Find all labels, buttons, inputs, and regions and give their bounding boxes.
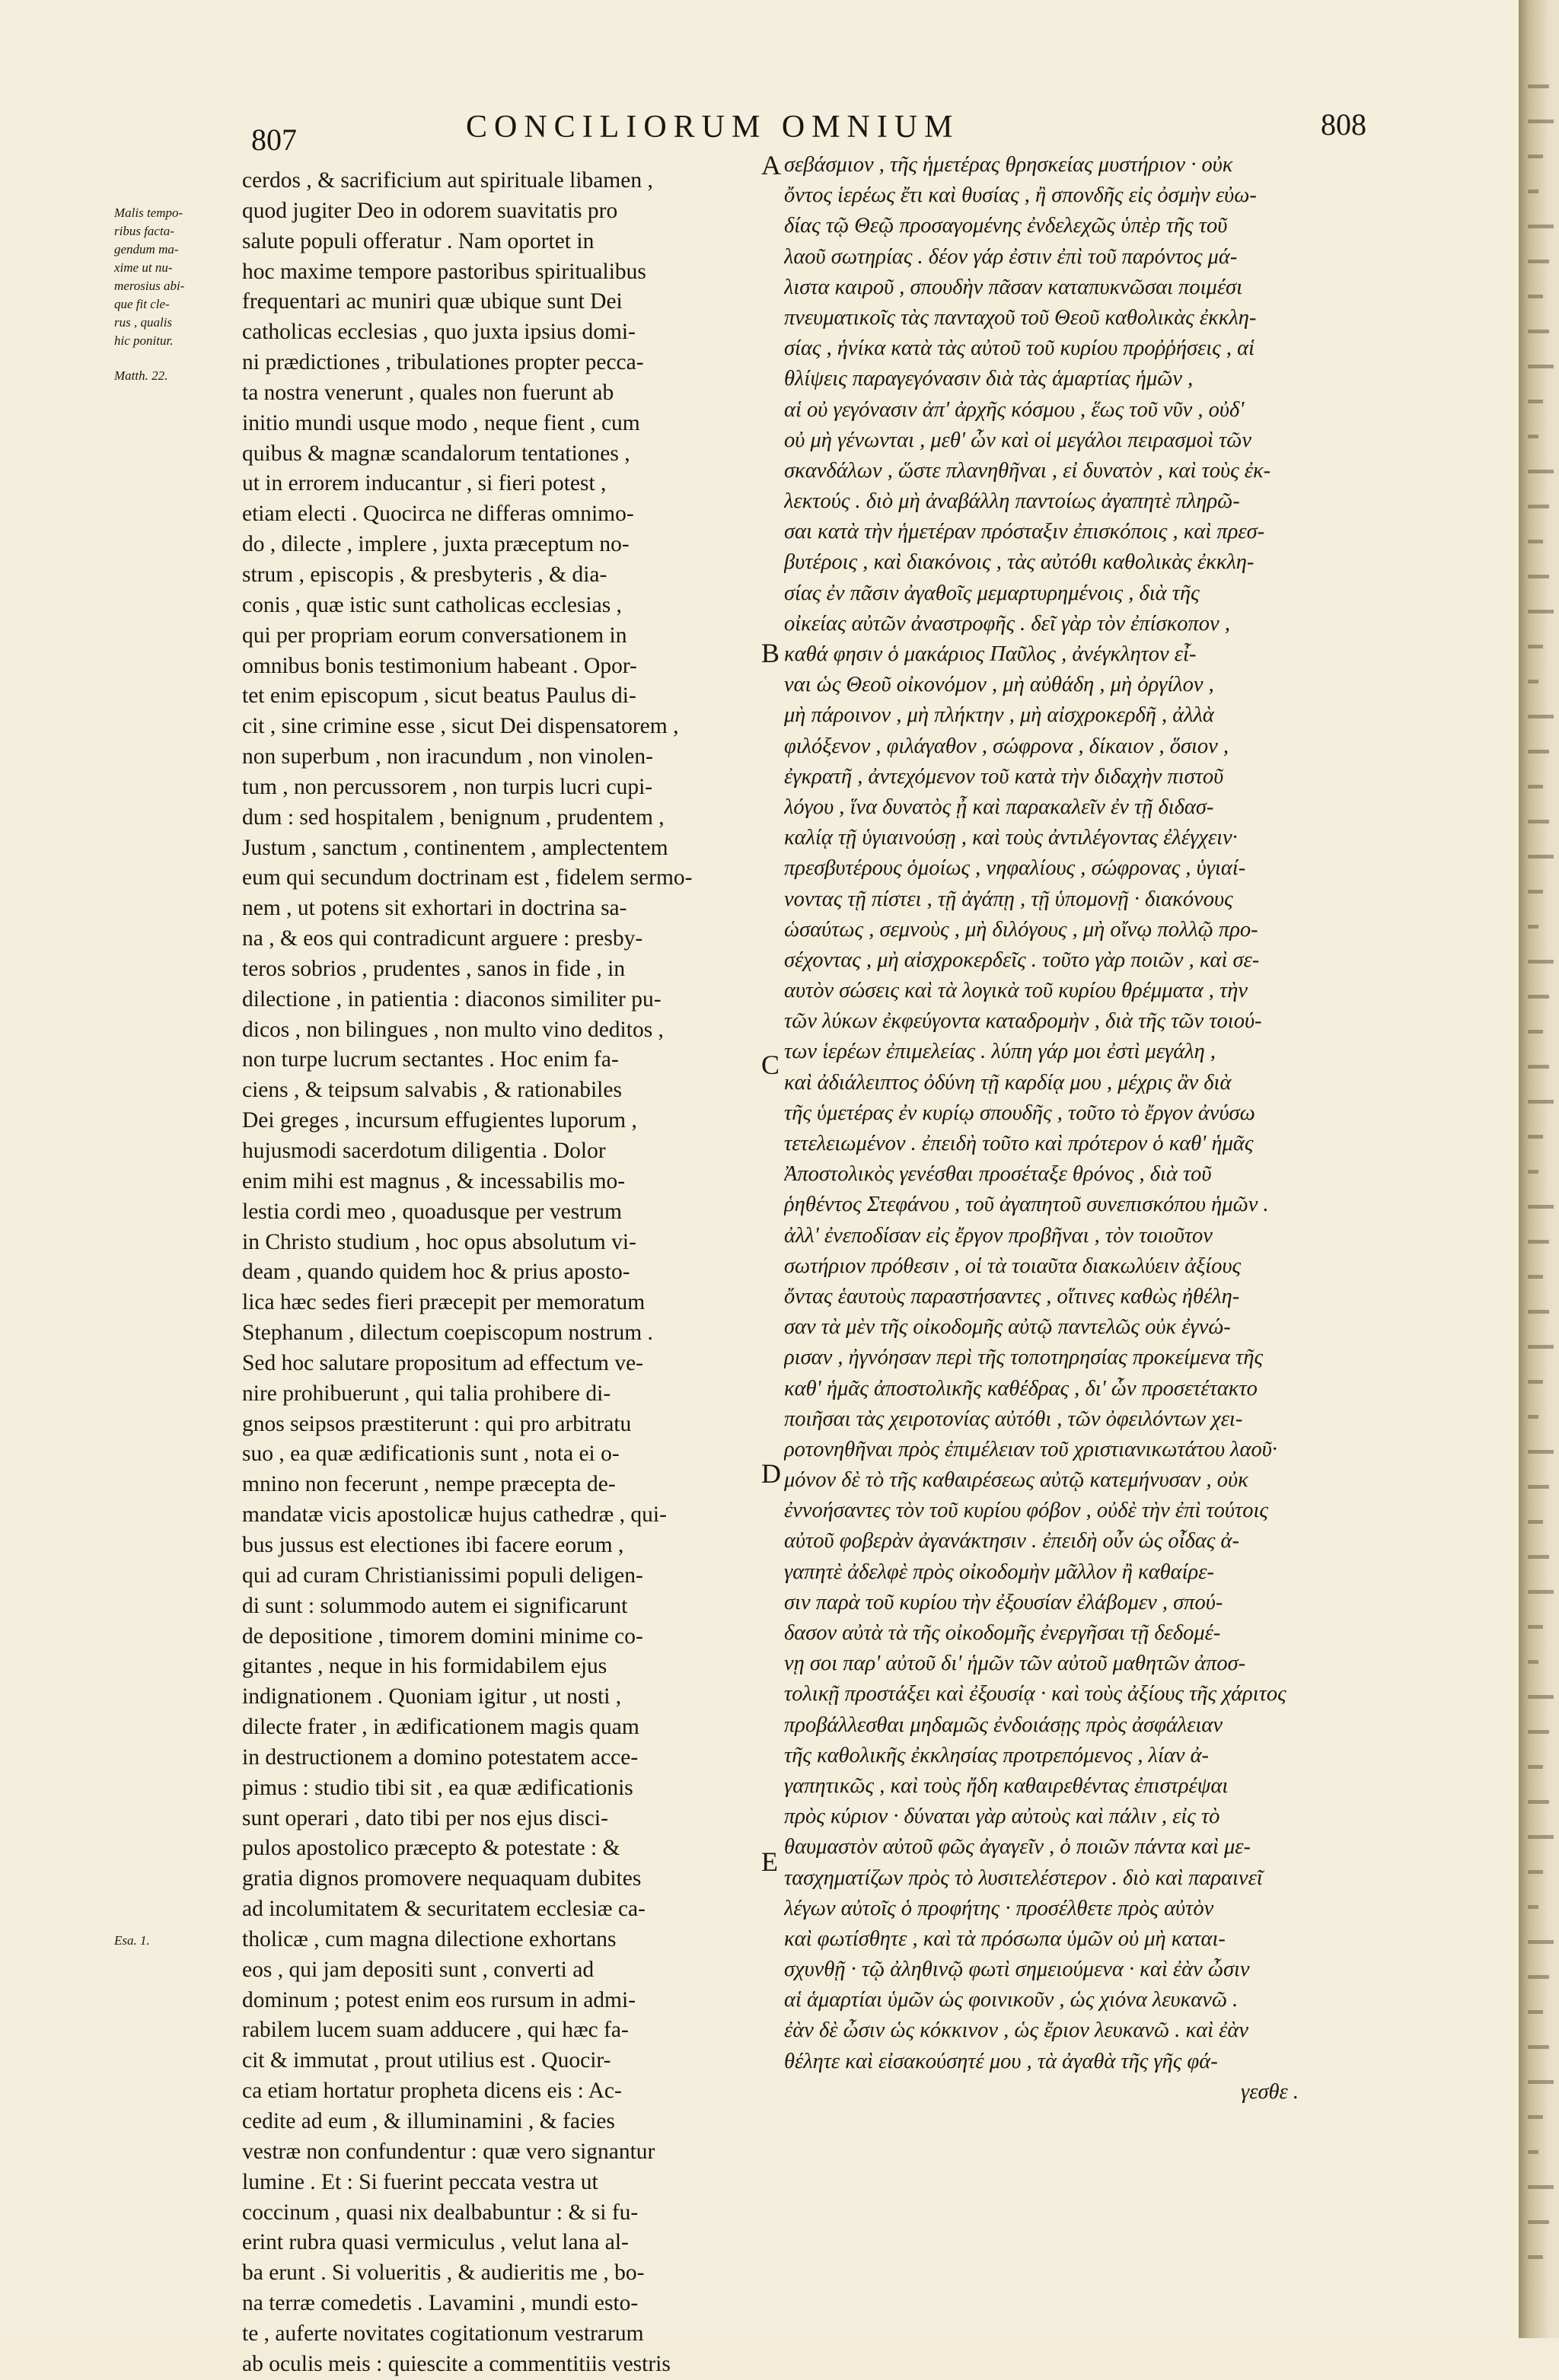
facing-page-text-fragment bbox=[1525, 154, 1557, 160]
facing-page-text-fragment bbox=[1525, 1484, 1557, 1490]
letter-mark-d: D bbox=[761, 1458, 781, 1489]
facing-page-text-fragment bbox=[1525, 1589, 1557, 1595]
greek-text-line: ροτονηθῆναι πρὸς ἐπιμέλειαν τοῦ χριστιανικωτάτου λαοῦ· bbox=[784, 1437, 1277, 1461]
sidenote-matth-ref: Matth. 22. bbox=[114, 368, 168, 383]
facing-page-text-fragment bbox=[1525, 959, 1557, 965]
greek-text-line: γαπητικῶς , καὶ τοὺς ἤδη καθαιρεθέντας ἐπιστρέψαι bbox=[784, 1773, 1229, 1798]
greek-text-line: γαπητὲ ἀδελφὲ πρὸς οἰκοδομὴν μᾶλλον ἢ καθαίρε- bbox=[784, 1560, 1214, 1584]
latin-text-line: cedite ad eum , & illuminamini , & facies bbox=[242, 2109, 615, 2133]
latin-text-line: Justum , sanctum , continentem , amplectentem bbox=[242, 835, 668, 860]
facing-page-edge bbox=[1519, 0, 1559, 2338]
greek-text-line: λέγων αὐτοῖς ὁ προφήτης · προσέλθετε πρὸς αὐτὸν bbox=[784, 1896, 1214, 1920]
facing-page-text-fragment bbox=[1525, 2079, 1557, 2085]
greek-text-line: Ἀποστολικὸς γενέσθαι προσέταξε θρόνος , διὰ τοῦ bbox=[784, 1162, 1212, 1187]
greek-text-line: θέλητε καὶ εἰσακούσητέ μου , τὰ ἀγαθὰ τῆς γῆς φά- bbox=[784, 2049, 1218, 2073]
greek-text-line: ναι ὡς Θεοῦ οἰκονόμον , μὴ αὐθάδη , μὴ ὀργίλον , bbox=[784, 673, 1214, 697]
latin-text-line: teros sobrios , prudentes , sanos in fide , in bbox=[242, 956, 626, 981]
greek-text-line: αὐτοῦ φοβερὰν ἀγανάκτησιν . ἐπειδὴ οὖν ὡς οἶδας ἀ- bbox=[784, 1529, 1239, 1553]
facing-page-text-fragment bbox=[1525, 504, 1557, 510]
latin-text-line: bus jussus est electiones ibi facere eorum , bbox=[242, 1532, 624, 1557]
facing-page-text-fragment bbox=[1525, 714, 1557, 720]
facing-page-text-fragment bbox=[1525, 259, 1557, 265]
greek-column bbox=[784, 150, 1378, 2108]
greek-text-line: μόνον δὲ τὸ τῆς καθαιρέσεως αὐτῷ κατεμήνυσαν , οὐκ bbox=[784, 1468, 1248, 1493]
facing-page-text-fragment bbox=[1525, 329, 1557, 335]
letter-mark-b: B bbox=[761, 638, 780, 668]
facing-page-text-fragment bbox=[1525, 1169, 1557, 1175]
greek-text-line: ἐννοήσαντες τὸν τοῦ κυρίου φόβον , οὐδὲ τὴν ἐπὶ τούτοις bbox=[784, 1499, 1268, 1523]
latin-text-line: mandatæ vicis apostolicæ hujus cathedræ , qui- bbox=[242, 1502, 667, 1528]
latin-text-line: in destructionem a domino potestatem acce- bbox=[242, 1744, 639, 1770]
latin-text-line: lica hæc sedes fieri præcepit per memoratum bbox=[242, 1290, 646, 1315]
greek-text-line: αυτὸν σώσεις καὶ τὰ λογικὰ τοῦ κυρίου θρέμματα , τὴν bbox=[784, 979, 1248, 1003]
latin-text-line: hujusmodi sacerdotum diligentia . Dolor bbox=[242, 1139, 606, 1163]
sidenote-line: hic ponitur. bbox=[114, 333, 174, 348]
greek-text-line: τετελειωμένον . ἐπειδὴ τοῦτο καὶ πρότερον ὁ καθ' ἡμᾶς bbox=[784, 1132, 1254, 1155]
latin-text-line: coccinum , quasi nix dealbabuntur : & si fu- bbox=[242, 2200, 639, 2225]
sidenote-line: que fit cle- bbox=[114, 297, 170, 311]
latin-text-line: tum , non percussorem , non turpis lucri cupi- bbox=[242, 774, 653, 799]
latin-text-line: dicos , non bilingues , non multo vino deditos , bbox=[242, 1017, 664, 1042]
latin-text-line: eos , qui jam depositi sunt , converti ad bbox=[242, 1957, 595, 1982]
greek-text-line: λιστα καιροῦ , σπουδὴν πᾶσαν καταπυκνῶσαι ποιμέσι bbox=[784, 275, 1243, 299]
latin-text-line: Dei greges , incursum effugientes luporum , bbox=[242, 1108, 637, 1133]
latin-column bbox=[242, 166, 775, 2380]
greek-text-line: βυτέροις , καὶ διακόνοις , τὰς αὐτόθι καθολικὰς ἐκκλη- bbox=[784, 550, 1255, 575]
facing-page-text-fragment bbox=[1525, 1764, 1557, 1770]
greek-text-line: ἀλλ' ἐνεποδίσαν εἰς ἔργον προβῆναι , τὸν τοιοῦτον bbox=[784, 1223, 1213, 1247]
latin-text-line: quod jugiter Deo in odorem suavitatis pro bbox=[242, 198, 618, 223]
facing-page-text-fragment bbox=[1525, 1239, 1557, 1245]
facing-page-text-fragment bbox=[1525, 679, 1557, 685]
greek-text-line: προβάλλεσθαι μηδαμῶς ἐνδοιάσῃς πρὸς ἀσφάλειαν bbox=[784, 1713, 1223, 1737]
facing-page-text-fragment bbox=[1525, 1274, 1557, 1280]
latin-text-line: strum , episcopis , & presbyteris , & dia- bbox=[242, 562, 607, 587]
facing-page-text-fragment bbox=[1525, 2184, 1557, 2190]
greek-text-line: σέχοντας , μὴ αἰσχροκερδεῖς . τοῦτο γὰρ ποιῶν , καὶ σε- bbox=[784, 948, 1260, 972]
facing-page-text-fragment bbox=[1525, 1974, 1557, 1980]
facing-page-text-fragment bbox=[1525, 1449, 1557, 1455]
greek-text-line: τασχηματίζων πρὸς τὸ λυσιτελέστερον . διὸ καὶ παραινεῖ bbox=[784, 1865, 1263, 1890]
greek-text-line: ὡσαύτως , σεμνοὺς , μὴ διλόγους , μὴ οἴνῳ πολλῷ προ- bbox=[784, 917, 1258, 941]
sidenote-line: rus , qualis bbox=[114, 315, 173, 330]
latin-text-line: vestræ non confundentur : quæ vero signantur bbox=[242, 2139, 655, 2164]
latin-text-line: ba erunt . Si volueritis , & audieritis me , bo- bbox=[242, 2261, 645, 2286]
greek-text-line: οἰκείας αὐτῶν ἀναστροφῆς . δεῖ γὰρ τὸν ἐπίσκοπον , bbox=[784, 611, 1230, 636]
facing-page-text-fragment bbox=[1525, 1344, 1557, 1350]
greek-text-line: πρὸς κύριον · δύναται γὰρ αὐτοὺς καὶ πάλιν , εἰς τὸ bbox=[784, 1805, 1220, 1829]
sidenote-line: Malis tempo- bbox=[114, 206, 183, 220]
latin-text-line: suo , ea quæ ædificationis sunt , nota ei o- bbox=[242, 1442, 620, 1467]
greek-text-line: οὐ μὴ γένωνται , μεθ' ὧν καὶ οἱ μεγάλοι πειρασμοὶ τῶν bbox=[784, 428, 1252, 452]
greek-text-line: ὄντος ἱερέως ἔτι καὶ θυσίας , ἢ σπονδῆς εἰς ὀσμὴν εὐω- bbox=[784, 183, 1257, 208]
latin-text-line: ni prædictiones , tribulationes propter pecca- bbox=[242, 350, 644, 375]
facing-page-text-fragment bbox=[1525, 1694, 1557, 1700]
facing-page-text-fragment bbox=[1525, 1799, 1557, 1805]
latin-text-line: cit & immutat , prout utilius est . Quocir- bbox=[242, 2048, 611, 2073]
latin-text-line: ut in errorem inducantur , si fieri potest , bbox=[242, 471, 607, 496]
latin-text-line: dum : sed hospitalem , benignum , prudentem , bbox=[242, 804, 665, 830]
facing-page-text-fragment bbox=[1525, 749, 1557, 755]
facing-page-text-fragment bbox=[1525, 924, 1557, 930]
greek-text-line: θαυμαστὸν αὐτοῦ φῶς ἀγαγεῖν , ὁ ποιῶν πάντα καὶ με- bbox=[784, 1835, 1251, 1859]
latin-text-line: in Christo studium , hoc opus absolutum vi- bbox=[242, 1229, 636, 1254]
facing-page-text-fragment bbox=[1525, 84, 1557, 90]
greek-text-line: σκανδάλων , ὥστε πλανηθῆναι , εἰ δυνατὸν , καὶ τοὺς ἐκ- bbox=[784, 458, 1271, 483]
greek-text-line: ῥηθέντος Στεφάνου , τοῦ ἀγαπητοῦ συνεπισκόπου ἡμῶν . bbox=[784, 1193, 1269, 1217]
greek-text-line: σίας ἐν πᾶσιν ἀγαθοῖς μεμαρτυρημένοις , διὰ τῆς bbox=[784, 581, 1200, 605]
greek-text-line: ἐγκρατῆ , ἀντεχόμενον τοῦ κατὰ τὴν διδαχὴν πιστοῦ bbox=[784, 764, 1224, 789]
facing-page-text-fragment bbox=[1525, 1869, 1557, 1875]
greek-text-line: δασον αὐτὰ τὰ τῆς οἰκοδομῆς ἐνεργῆσαι τῇ δεδομέ- bbox=[784, 1621, 1221, 1645]
greek-text-line: γεσθε . bbox=[1241, 2079, 1299, 2104]
letter-mark-a: A bbox=[761, 150, 781, 180]
greek-text-line: τῶν λύκων ἐκφεύγοντα καταδρομὴν , διὰ τῆς τῶν τοιού- bbox=[784, 1009, 1262, 1034]
latin-text-line: na , & eos qui contradicunt arguere : presby- bbox=[242, 926, 643, 951]
facing-page-text-fragment bbox=[1525, 189, 1557, 195]
latin-text-line: te , auferte novitates cogitationum vestrarum bbox=[242, 2321, 644, 2346]
facing-page-text-fragment bbox=[1525, 2114, 1557, 2120]
latin-text-line: nem , ut potens sit exhortari in doctrina sa- bbox=[242, 896, 627, 921]
facing-page-text-fragment bbox=[1525, 1659, 1557, 1665]
latin-text-line: nire prohibuerunt , qui talia prohibere di- bbox=[242, 1381, 611, 1406]
latin-text-line: erint rubra quasi vermiculus , velut lana al- bbox=[242, 2230, 629, 2255]
latin-text-line: Stephanum , dilectum coepiscopum nostrum . bbox=[242, 1321, 653, 1346]
sidenote-line: ribus facta- bbox=[114, 224, 174, 238]
latin-text-line: gnos seipsos præstiterunt : qui pro arbitratu bbox=[242, 1411, 632, 1436]
greek-text-line: πρεσβυτέρους ὁμοίως , νηφαλίους , σώφρονας , ὑγιαί- bbox=[784, 856, 1246, 881]
latin-text-line: initio mundi usque modo , neque fient , cum bbox=[242, 410, 640, 435]
greek-text-line: δίας τῷ Θεῷ προσαγομένης ἐνδελεχῶς ὑπὲρ τῆς τοῦ bbox=[784, 214, 1228, 238]
facing-page-text-fragment bbox=[1525, 119, 1557, 125]
latin-text-line: omnibus bonis testimonium habeant . Opor- bbox=[242, 653, 637, 678]
greek-text-line: σίας , ἡνίκα κατὰ τὰς αὐτοῦ τοῦ κυρίου προῤῥήσεις , αἱ bbox=[784, 336, 1255, 361]
greek-text-line: τολικῇ προστάξει καὶ ἐξουσίᾳ · καὶ τοὺς ἀξίους τῆς χάριτος bbox=[784, 1682, 1286, 1706]
facing-page-text-fragment bbox=[1525, 2149, 1557, 2155]
latin-text-line: gitantes , neque in his formidabilem ejus bbox=[242, 1654, 607, 1679]
facing-page-text-fragment bbox=[1525, 399, 1557, 405]
greek-text-line: καθ' ἡμᾶς ἀποστολικῆς καθέδρας , δι' ὧν προσετέτακτο bbox=[784, 1376, 1258, 1400]
facing-page-text-fragment bbox=[1525, 574, 1557, 580]
latin-text-line: indignationem . Quoniam igitur , ut nosti , bbox=[242, 1684, 622, 1709]
facing-page-text-fragment bbox=[1525, 1064, 1557, 1070]
greek-text-line: λόγου , ἵνα δυνατὸς ᾖ καὶ παρακαλεῖν ἐν τῇ διδασ- bbox=[784, 795, 1214, 819]
latin-text-line: quibus & magnæ scandalorum tentationes , bbox=[242, 441, 630, 466]
latin-text-line: ad incolumitatem & securitatem ecclesiæ ca- bbox=[242, 1897, 646, 1922]
facing-page-text-fragment bbox=[1525, 1029, 1557, 1035]
greek-text-line: ἐὰν δὲ ὦσιν ὡς κόκκινον , ὡς ἔριον λευκανῶ . καὶ ἐὰν bbox=[784, 2018, 1249, 2043]
latin-text-line: hoc maxime tempore pastoribus spiritualibus bbox=[242, 259, 646, 284]
latin-text-line: Sed hoc salutare propositum ad effectum ve- bbox=[242, 1350, 644, 1375]
sidenote-line: merosius abi- bbox=[114, 279, 185, 293]
latin-text-line: qui ad curam Christianissimi populi deligen- bbox=[242, 1563, 643, 1588]
greek-text-line: σαν τὰ μὲν τῆς οἰκοδομῆς αὐτῷ παντελῶς οὐκ ἐγνώ- bbox=[784, 1315, 1231, 1340]
latin-text-line: ab oculis meis : quiescite a commentitiis vestris bbox=[242, 2351, 671, 2376]
facing-page-text-fragment bbox=[1525, 854, 1557, 860]
facing-page-text-fragment bbox=[1525, 1939, 1557, 1945]
facing-page-text-fragment bbox=[1525, 784, 1557, 790]
facing-page-text-fragment bbox=[1525, 1414, 1557, 1420]
latin-text-line: non superbum , non iracundum , non vinolen- bbox=[242, 744, 653, 769]
facing-page-text-fragment bbox=[1525, 1379, 1557, 1385]
latin-text-line: etiam electi . Quocirca ne differas omnimo- bbox=[242, 502, 634, 527]
greek-text-line: ὄντας ἑαυτοὺς παραστήσαντες , οἵτινες καθὼς ἠθέλη- bbox=[784, 1284, 1240, 1308]
facing-page-text-fragment bbox=[1525, 1729, 1557, 1735]
latin-text-line: gratia dignos promovere nequaquam dubites bbox=[242, 1866, 642, 1891]
greek-text-line: τῆς καθολικῆς ἐκκλησίας προτρεπόμενος , λίαν ἀ- bbox=[784, 1743, 1210, 1767]
facing-page-text-fragment bbox=[1525, 469, 1557, 475]
greek-text-line: αἱ οὐ γεγόνασιν ἀπ' ἀρχῆς κόσμου , ἕως τοῦ νῦν , οὐδ' bbox=[784, 397, 1245, 422]
latin-text-line: cit , sine crimine esse , sicut Dei dispensatorem , bbox=[242, 714, 679, 739]
facing-page-text-fragment bbox=[1525, 1099, 1557, 1105]
latin-text-line: ta nostra venerunt , quales non fuerunt ab bbox=[242, 380, 614, 405]
latin-text-line: lumine . Et : Si fuerint peccata vestra ut bbox=[242, 2169, 598, 2194]
facing-page-text-fragment bbox=[1525, 1554, 1557, 1560]
page-number-right: 808 bbox=[1321, 107, 1366, 142]
latin-text-line: dilecte frater , in ædificationem magis quam bbox=[242, 1715, 639, 1740]
facing-page-text-fragment bbox=[1525, 609, 1557, 615]
sidenote-line: gendum ma- bbox=[114, 242, 179, 256]
latin-text-line: cerdos , & sacrificium aut spirituale libamen , bbox=[242, 168, 653, 193]
facing-page-text-fragment bbox=[1525, 1134, 1557, 1140]
greek-text-line: σεβάσμιον , τῆς ἡμετέρας θρησκείας μυστήριον · οὐκ bbox=[784, 153, 1233, 177]
greek-text-line: νοντας τῇ πίστει , τῇ ἀγάπῃ , τῇ ὑπομονῇ · διακόνους bbox=[784, 887, 1233, 911]
latin-text-line: de depositione , timorem domini minime co- bbox=[242, 1623, 643, 1649]
latin-text-line: dominum ; potest enim eos rursum in admi- bbox=[242, 1987, 636, 2012]
sidenote-malis bbox=[114, 204, 240, 350]
letter-mark-e: E bbox=[761, 1846, 778, 1877]
latin-text-line: mnino non fecerunt , nempe præcepta de- bbox=[242, 1472, 616, 1497]
facing-page-text-fragment bbox=[1525, 1904, 1557, 1910]
facing-page-text-fragment bbox=[1525, 1204, 1557, 1210]
latin-text-line: na terræ comedetis . Lavamini , mundi esto- bbox=[242, 2291, 639, 2316]
facing-page-text-fragment bbox=[1525, 819, 1557, 825]
latin-text-line: catholicas ecclesias , quo juxta ipsius domi- bbox=[242, 320, 636, 345]
facing-page-text-fragment bbox=[1525, 294, 1557, 300]
greek-text-line: σιν παρὰ τοῦ κυρίου τὴν ἐξουσίαν ἐλάβομεν , σπού- bbox=[784, 1590, 1223, 1614]
greek-text-line: τῆς ὑμετέρας ἐν κυρίῳ σπουδῆς , τοῦτο τὸ ἔργον ἀνύσω bbox=[784, 1101, 1255, 1125]
facing-page-text-fragment bbox=[1525, 1834, 1557, 1840]
greek-text-line: πνευματικοῖς τὰς πανταχοῦ τοῦ Θεοῦ καθολικὰς ἐκκλη- bbox=[784, 305, 1257, 330]
greek-text-line: μὴ πάροινον , μὴ πλήκτην , μὴ αἰσχροκερδῆ , ἀλλὰ bbox=[784, 703, 1214, 728]
latin-text-line: dilectione , in patientia : diaconos similiter pu- bbox=[242, 986, 662, 1012]
latin-text-line: frequentari ac muniri quæ ubique sunt Dei bbox=[242, 289, 623, 314]
latin-text-line: eum qui secundum doctrinam est , fidelem sermo- bbox=[242, 865, 693, 891]
page-number-left: 807 bbox=[251, 123, 297, 157]
facing-page-text-fragment bbox=[1525, 2044, 1557, 2050]
greek-text-line: αἱ ἁμαρτίαι ὑμῶν ὡς φοινικοῦν , ὡς χιόνα λευκανῶ . bbox=[784, 1988, 1239, 2012]
facing-page-text-fragment bbox=[1525, 364, 1557, 370]
facing-page-text-fragment bbox=[1525, 1309, 1557, 1315]
greek-text-line: φιλόξενον , φιλάγαθον , σώφρονα , δίκαιον , ὅσιον , bbox=[784, 734, 1229, 758]
latin-text-line: salute populi offeratur . Nam oportet in bbox=[242, 228, 595, 253]
latin-text-line: ciens , & teipsum salvabis , & rationabiles bbox=[242, 1078, 622, 1103]
latin-text-line: lestia cordi meo , quoadusque per vestrum bbox=[242, 1199, 622, 1224]
latin-text-line: sunt operari , dato tibi per nos ejus disci- bbox=[242, 1805, 608, 1830]
latin-text-line: ca etiam hortatur propheta dicens eis : Ac- bbox=[242, 2079, 622, 2104]
running-title: CONCILIORUM OMNIUM bbox=[466, 110, 960, 145]
greek-text-line: καθά φησιν ὁ μακάριος Παῦλος , ἀνέγκλητον εἶ- bbox=[784, 642, 1197, 666]
greek-text-line: λεκτούς . διὸ μὴ ἀναβάλλη παντοίως ἀγαπητὲ πληρῶ- bbox=[784, 489, 1240, 514]
letter-mark-c: C bbox=[761, 1050, 780, 1080]
sidenote-line: xime ut nu- bbox=[114, 260, 173, 275]
latin-text-line: tet enim episcopum , sicut beatus Paulus di- bbox=[242, 683, 636, 709]
latin-text-line: non turpe lucrum sectantes . Hoc enim fa- bbox=[242, 1047, 619, 1072]
facing-page-text-fragment bbox=[1525, 1624, 1557, 1630]
greek-text-line: καὶ ἀδιάλειπτος ὀδύνη τῇ καρδίᾳ μου , μέχρις ἂν διὰ bbox=[784, 1070, 1232, 1094]
greek-text-line: των ἱερέων ἐπιμελείας . λύπη γάρ μοι ἐστὶ μεγάλη , bbox=[784, 1040, 1216, 1064]
facing-page-text-fragment bbox=[1525, 434, 1557, 440]
facing-page-text-fragment bbox=[1525, 224, 1557, 230]
facing-page-text-fragment bbox=[1525, 1519, 1557, 1525]
latin-text-line: pulos apostolico præcepto & potestate : & bbox=[242, 1836, 620, 1861]
greek-text-line: σαι κατὰ τὴν ἡμετέραν πρόσταξιν ἐπισκόποις , καὶ πρεσ- bbox=[784, 520, 1265, 544]
facing-page-text-fragment bbox=[1525, 539, 1557, 545]
facing-page-text-fragment bbox=[1525, 644, 1557, 650]
greek-text-line: σωτήριον πρόθεσιν , οἱ τὰ τοιαῦτα διακωλύειν ἀξίους bbox=[784, 1254, 1242, 1278]
facing-page-text-fragment bbox=[1525, 994, 1557, 1000]
facing-page-text-fragment bbox=[1525, 2219, 1557, 2225]
greek-text-line: σχυνθῇ · τῷ ἀληθινῷ φωτὶ σημειούμενα · καὶ ἐὰν ὦσιν bbox=[784, 1958, 1250, 1982]
latin-text-line: deam , quando quidem hoc & prius aposto- bbox=[242, 1260, 630, 1285]
latin-text-line: pimus : studio tibi sit , ea quæ ædificationis bbox=[242, 1775, 633, 1800]
greek-text-line: ποιῆσαι τὰς χειροτονίας αὐτόθι , τῶν ὀφειλόντων χει- bbox=[784, 1407, 1243, 1431]
latin-text-line: tholicæ , cum magna dilectione exhortans bbox=[242, 1926, 617, 1951]
greek-text-line: θλίψεις παραγεγόνασιν διὰ τὰς ἁμαρτίας ἡμῶν , bbox=[784, 367, 1194, 391]
greek-text-line: καλίᾳ τῇ ὑγιαινούσῃ , καὶ τοὺς ἀντιλέγοντας ἐλέγχειν· bbox=[784, 826, 1238, 850]
latin-text-line: qui per propriam eorum conversationem in bbox=[242, 623, 627, 648]
facing-page-text-fragment bbox=[1525, 2254, 1557, 2261]
latin-text-line: do , dilecte , implere , juxta præceptum no- bbox=[242, 532, 630, 557]
greek-text-line: ρισαν , ἠγνόησαν περὶ τῆς τοποτηρησίας προκείμενα τῆς bbox=[784, 1346, 1264, 1370]
latin-text-line: rabilem lucem suam adducere , qui hæc fa- bbox=[242, 2018, 629, 2043]
greek-text-line: λαοῦ σωτηρίας . δέον γάρ ἐστιν ἐπὶ τοῦ παρόντος μά- bbox=[784, 244, 1238, 269]
latin-text-line: enim mihi est magnus , & incessabilis mo- bbox=[242, 1168, 626, 1193]
facing-page-text-fragment bbox=[1525, 2009, 1557, 2015]
greek-text-line: καὶ φωτίσθητε , καὶ τὰ πρόσωπα ὑμῶν οὐ μὴ καται- bbox=[784, 1926, 1226, 1951]
greek-text-line: νῃ σοι παρ' αὐτοῦ δι' ἡμῶν τῶν αὐτοῦ μαθητῶν ἀποσ- bbox=[784, 1652, 1246, 1676]
latin-text-line: di sunt : solummodo autem ei significarunt bbox=[242, 1593, 628, 1618]
latin-text-line: conis , quæ istic sunt catholicas ecclesias , bbox=[242, 592, 622, 617]
sidenote-esa-ref: Esa. 1. bbox=[114, 1933, 150, 1948]
facing-page-text-fragment bbox=[1525, 889, 1557, 895]
